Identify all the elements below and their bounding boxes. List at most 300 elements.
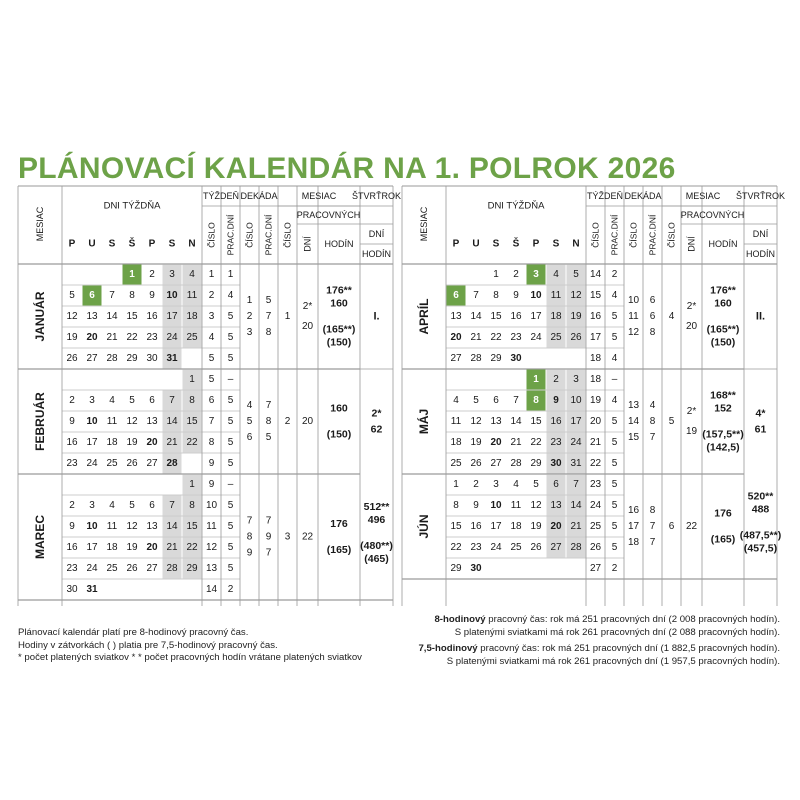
week-workdays: 5 (227, 437, 234, 448)
day-number: 12 (570, 290, 582, 301)
day-number: 24 (530, 332, 542, 343)
header-day-letter: S (108, 238, 116, 250)
day-number: 10 (570, 395, 582, 406)
notes-left (18, 627, 362, 665)
week-number: 16 (589, 311, 602, 322)
month-number: 4 (668, 311, 675, 322)
day-number: 23 (550, 437, 562, 448)
dekada-workdays: 4 (649, 400, 656, 411)
day-number: 30 (510, 353, 522, 364)
dekada-workdays: 9 (265, 531, 272, 543)
header-day-letter: U (88, 238, 96, 250)
quarter-workdays: 62 (370, 423, 383, 436)
week-number: 27 (589, 563, 602, 574)
week-number: 13 (205, 563, 218, 574)
header-dni-tyzdna: DNI TÝŽDŇA (487, 200, 545, 212)
day-number: 28 (470, 353, 482, 364)
day-number: 17 (570, 416, 582, 427)
dekada-workdays: 7 (265, 400, 272, 411)
day-number: 25 (550, 332, 562, 343)
day-number: 15 (450, 521, 462, 532)
day-number: 14 (570, 500, 582, 511)
dekada-workdays: 7 (649, 537, 656, 548)
dekada-workdays: 5 (265, 432, 272, 443)
header-mesiac: MESIAC (419, 206, 429, 242)
week-workdays: 5 (227, 332, 234, 343)
day-number: 11 (106, 521, 118, 532)
week-workdays: 2 (611, 563, 618, 574)
note-line: S platenými sviatkami má rok 261 pracovných dní (1 957,5 pracovných hodín). (446, 655, 780, 667)
header-day-letter: S (492, 238, 500, 250)
quarter-hours: (457,5) (743, 542, 778, 555)
header-dni: DNÍ (302, 236, 313, 252)
day-number: 4 (553, 269, 559, 280)
day-number: 3 (169, 269, 175, 280)
week-number: 22 (589, 458, 602, 469)
month-hours: 160 (330, 297, 348, 310)
week-workdays: – (227, 374, 234, 385)
day-number: 10 (490, 500, 502, 511)
month-hours: 176 (714, 507, 732, 520)
dekada-number: 5 (246, 416, 253, 427)
week-workdays: 5 (227, 416, 234, 427)
week-number: 3 (208, 311, 215, 322)
week-workdays: 5 (227, 521, 234, 532)
day-number: 21 (570, 521, 582, 532)
day-number: 7 (473, 290, 479, 301)
header-mesiac: MESIAC (35, 206, 45, 242)
day-number: 29 (186, 563, 198, 574)
calendar-panel-q1 (18, 186, 402, 606)
day-number: 15 (530, 416, 542, 427)
dekada-number: 9 (246, 547, 253, 559)
day-number: 24 (570, 437, 582, 448)
header-pracovnych: PRACOVNÝCH (296, 210, 361, 220)
day-number: 11 (510, 500, 522, 511)
dekada-number: 8 (246, 531, 253, 543)
day-number: 21 (166, 542, 178, 553)
day-number: 22 (186, 542, 198, 553)
week-workdays: 5 (227, 500, 234, 511)
day-number: 17 (490, 521, 502, 532)
day-number: 17 (530, 311, 542, 322)
day-number: 29 (530, 458, 542, 469)
week-number: 23 (589, 479, 602, 490)
week-number: 1 (208, 269, 215, 280)
day-number: 31 (166, 353, 178, 364)
dekada-number: 12 (627, 327, 640, 338)
day-number: 16 (470, 521, 482, 532)
header-day-letter: N (188, 238, 196, 250)
dekada-number: 14 (627, 416, 640, 427)
month-hours: 176** (710, 284, 736, 297)
month-holidays: 2* (686, 406, 697, 417)
week-number: 5 (208, 374, 215, 385)
day-number: 29 (450, 563, 462, 574)
day-number: 2 (69, 500, 75, 511)
dekada-number: 16 (627, 505, 640, 516)
day-number: 15 (126, 311, 138, 322)
month-number: 3 (284, 531, 291, 543)
month-holidays: 2* (302, 301, 313, 312)
quarter-hours: 520** (747, 490, 774, 503)
day-number: 28 (570, 542, 582, 553)
header-dekada: DEKÁDA (624, 191, 662, 201)
calendar-table (18, 186, 402, 606)
month-workdays: 19 (685, 426, 698, 437)
day-number: 20 (146, 437, 158, 448)
header-prac-dni: PRAC.DNÍ (263, 214, 274, 256)
day-number: 5 (129, 395, 135, 406)
day-number: 6 (89, 290, 95, 301)
dekada-number: 4 (246, 400, 253, 411)
dekada-workdays: 6 (649, 311, 656, 322)
month-hours: (150) (326, 336, 352, 349)
week-workdays: 5 (227, 353, 234, 364)
day-number: 1 (189, 479, 195, 490)
quarter-hours: (480**) (360, 540, 393, 552)
dekada-number: 15 (627, 432, 640, 443)
month-workdays: 20 (685, 321, 698, 332)
week-number: 21 (589, 437, 602, 448)
week-workdays: 5 (227, 395, 234, 406)
day-number: 9 (69, 521, 75, 532)
week-number: 26 (589, 542, 602, 553)
month-hours: 176** (326, 284, 352, 297)
day-number: 26 (470, 458, 482, 469)
dekada-workdays: 7 (649, 432, 656, 443)
day-number: 4 (109, 395, 115, 406)
header-cislo: ČÍSLO (666, 222, 677, 248)
day-number: 4 (189, 269, 195, 280)
dekada-workdays: 5 (265, 295, 272, 306)
week-workdays: 4 (611, 290, 618, 301)
day-number: 30 (66, 584, 78, 595)
day-number: 24 (166, 332, 178, 343)
header-day-letter: Š (128, 238, 136, 250)
day-number: 18 (106, 437, 118, 448)
day-number: 8 (189, 395, 195, 406)
day-number: 30 (550, 458, 562, 469)
day-number: 26 (530, 542, 542, 553)
day-number: 9 (513, 290, 519, 301)
header-hodin: HODÍN (746, 249, 775, 259)
day-number: 20 (450, 332, 462, 343)
day-number: 25 (510, 542, 522, 553)
day-number: 2 (553, 374, 559, 385)
header-cislo: ČÍSLO (282, 222, 293, 248)
dekada-workdays: 7 (265, 515, 272, 527)
week-workdays: 5 (611, 542, 618, 553)
month-name: APRÍL (417, 298, 431, 335)
day-number: 28 (166, 458, 178, 469)
day-number: 3 (533, 269, 539, 280)
day-number: 14 (166, 416, 178, 427)
header-day-letter: P (452, 238, 460, 250)
day-number: 10 (166, 290, 178, 301)
day-number: 6 (553, 479, 559, 490)
day-number: 19 (570, 311, 582, 322)
month-hours: (165**) (706, 323, 740, 336)
week-workdays: 5 (611, 458, 618, 469)
week-workdays: 5 (227, 311, 234, 322)
quarter-workdays: 61 (754, 423, 767, 436)
month-hours: 160 (714, 297, 732, 310)
day-number: 7 (513, 395, 519, 406)
month-hours: 152 (714, 402, 732, 415)
week-workdays: 5 (611, 311, 618, 322)
day-number: 14 (106, 311, 118, 322)
day-number: 23 (146, 332, 158, 343)
week-number: 5 (208, 353, 215, 364)
dekada-workdays: 8 (265, 416, 272, 427)
dekada-number: 10 (627, 295, 640, 306)
dekada-workdays: 8 (649, 416, 656, 427)
quarter-holidays: 4* (755, 407, 766, 420)
week-number: 2 (208, 290, 215, 301)
header-prac-dni: PRAC.DNÍ (225, 214, 236, 256)
day-number: 15 (490, 311, 502, 322)
day-number: 21 (106, 332, 118, 343)
header-dni: DNÍ (368, 229, 385, 239)
day-number: 22 (186, 437, 198, 448)
week-number: 11 (206, 521, 217, 532)
day-number: 28 (166, 563, 178, 574)
note-line: 8-hodinový pracovný čas: rok má 251 pracovných dní (2 008 pracovných hodín). (434, 614, 780, 625)
week-number: 17 (589, 332, 602, 343)
month-number: 2 (284, 416, 291, 427)
note-line: Plánovací kalendár platí pre 8-hodinový pracovný čas. (18, 627, 249, 638)
header-day-letter: P (148, 238, 156, 250)
quarter-hours: 496 (367, 514, 386, 526)
month-name: JÚN (417, 514, 431, 539)
dekada-number: 1 (246, 295, 253, 306)
week-workdays: 5 (611, 332, 618, 343)
day-number: 8 (493, 290, 499, 301)
day-number: 23 (66, 458, 78, 469)
day-number: 9 (69, 416, 75, 427)
header-hodin: HODÍN (708, 239, 738, 249)
header-mesiac-col: MESIAC (301, 191, 337, 201)
day-number: 27 (490, 458, 502, 469)
day-number: 2 (473, 479, 479, 490)
week-workdays: 5 (611, 521, 618, 532)
day-number: 14 (470, 311, 482, 322)
day-number: 6 (453, 290, 459, 301)
day-number: 25 (106, 563, 118, 574)
day-number: 28 (510, 458, 522, 469)
day-number: 11 (450, 416, 462, 427)
header-pracovnych: PRACOVNÝCH (680, 210, 745, 220)
dekada-number: 13 (627, 400, 640, 411)
month-workdays: 20 (301, 321, 314, 332)
header-tyzden: TÝŽDEŇ (203, 191, 239, 201)
day-number: 22 (126, 332, 138, 343)
day-number: 10 (86, 416, 98, 427)
month-number: 1 (284, 311, 291, 322)
week-number: 8 (208, 437, 215, 448)
day-number: 18 (550, 311, 562, 322)
day-number: 26 (126, 563, 138, 574)
day-number: 22 (450, 542, 462, 553)
day-number: 18 (510, 521, 522, 532)
day-number: 26 (66, 353, 78, 364)
week-number: 19 (589, 395, 602, 406)
day-number: 8 (129, 290, 135, 301)
month-holidays: 2* (686, 301, 697, 312)
day-number: 5 (573, 269, 579, 280)
day-number: 22 (530, 437, 542, 448)
day-number: 22 (490, 332, 502, 343)
note-line: Hodiny v zátvorkách ( ) platia pre 7,5-hodinový pracovný čas. (18, 639, 278, 651)
day-number: 12 (530, 500, 542, 511)
week-workdays: 5 (611, 500, 618, 511)
day-number: 27 (450, 353, 462, 364)
dekada-number: 6 (246, 432, 253, 443)
day-number: 4 (453, 395, 459, 406)
day-number: 13 (146, 521, 158, 532)
day-number: 13 (450, 311, 462, 322)
dekada-number: 2 (246, 311, 253, 322)
month-hours: (150) (710, 336, 736, 349)
day-number: 21 (510, 437, 522, 448)
day-number: 13 (550, 500, 562, 511)
month-name: MAREC (33, 515, 47, 559)
quarter-hours: (465) (364, 553, 389, 565)
month-hours: (150) (326, 428, 352, 441)
header-mesiac-col: MESIAC (685, 191, 721, 201)
day-number: 27 (146, 458, 158, 469)
day-number: 2 (69, 395, 75, 406)
note-line: S platenými sviatkami má rok 261 pracovných dní (2 088 pracovných hodín). (454, 626, 780, 638)
header-day-letter: S (168, 238, 176, 250)
week-number: 10 (205, 500, 218, 511)
day-number: 7 (169, 395, 175, 406)
day-number: 1 (129, 269, 135, 280)
day-number: 24 (490, 542, 502, 553)
day-number: 31 (86, 584, 98, 595)
day-number: 4 (109, 500, 115, 511)
day-number: 14 (510, 416, 522, 427)
day-number: 8 (189, 500, 195, 511)
week-workdays: 5 (611, 437, 618, 448)
week-workdays: 5 (227, 563, 234, 574)
day-number: 13 (490, 416, 502, 427)
month-hours: 176 (330, 518, 348, 530)
header-day-letter: P (68, 238, 76, 250)
day-number: 11 (550, 290, 562, 301)
week-number: 14 (205, 584, 218, 595)
day-number: 3 (493, 479, 499, 490)
week-workdays: – (227, 479, 234, 490)
week-workdays: 5 (611, 416, 618, 427)
month-hours: 160 (330, 402, 348, 415)
day-number: 19 (470, 437, 482, 448)
day-number: 11 (106, 416, 118, 427)
day-number: 1 (533, 374, 539, 385)
day-number: 16 (550, 416, 562, 427)
day-number: 26 (126, 458, 138, 469)
week-number: 12 (205, 542, 218, 553)
day-number: 20 (146, 542, 158, 553)
day-number: 10 (86, 521, 98, 532)
day-number: 18 (106, 542, 118, 553)
dekada-number: 7 (246, 515, 253, 527)
header-day-letter: P (532, 238, 540, 250)
day-number: 16 (66, 437, 78, 448)
day-number: 16 (146, 311, 158, 322)
day-number: 12 (470, 416, 482, 427)
quarter-hours: 488 (751, 503, 770, 516)
month-name: JANUÁR (33, 291, 47, 342)
header-hodin: HODÍN (362, 249, 391, 259)
day-number: 24 (86, 563, 98, 574)
day-number: 7 (169, 500, 175, 511)
notes-right (418, 614, 780, 668)
month-hours: (165**) (322, 323, 356, 336)
dekada-number: 17 (627, 521, 640, 532)
day-number: 23 (66, 563, 78, 574)
week-number: 4 (208, 332, 215, 343)
dekada-number: 11 (628, 311, 639, 322)
day-number: 26 (570, 332, 582, 343)
week-number: 15 (589, 290, 602, 301)
header-dekada: DEKÁDA (240, 191, 278, 201)
header-cislo: ČÍSLO (206, 222, 217, 248)
calendar-table (402, 186, 786, 606)
day-number: 21 (470, 332, 482, 343)
day-number: 31 (570, 458, 582, 469)
week-workdays: 1 (227, 269, 234, 280)
day-number: 9 (149, 290, 155, 301)
week-workdays: 4 (611, 353, 618, 364)
header-prac-dni: PRAC.DNÍ (609, 214, 620, 256)
day-number: 19 (126, 437, 138, 448)
header-day-letter: U (472, 238, 480, 250)
note-line: * počet platených sviatkov * * počet pracovných hodín vrátane platených sviatkov (18, 652, 362, 664)
week-workdays: 4 (227, 290, 234, 301)
day-number: 18 (186, 311, 198, 322)
week-workdays: 4 (611, 395, 618, 406)
day-number: 25 (106, 458, 118, 469)
day-number: 30 (470, 563, 482, 574)
month-workdays: 20 (301, 416, 314, 427)
day-number: 14 (166, 521, 178, 532)
day-number: 6 (493, 395, 499, 406)
day-number: 2 (149, 269, 155, 280)
day-number: 18 (450, 437, 462, 448)
day-number: 21 (166, 437, 178, 448)
day-number: 29 (490, 353, 502, 364)
header-dni-tyzdna: DNI TÝŽDŇA (103, 200, 161, 212)
month-hours: (165) (710, 533, 736, 546)
week-number: 9 (208, 458, 215, 469)
day-number: 3 (573, 374, 579, 385)
calendar-panel-q2 (402, 186, 786, 606)
day-number: 12 (126, 521, 138, 532)
day-number: 2 (513, 269, 519, 280)
day-number: 19 (66, 332, 78, 343)
day-number: 1 (493, 269, 499, 280)
month-name: FEBRUÁR (33, 392, 47, 451)
day-number: 25 (186, 332, 198, 343)
day-number: 30 (146, 353, 158, 364)
dekada-number: 18 (627, 537, 640, 548)
header-hodin: HODÍN (324, 239, 354, 249)
header-dni: DNÍ (752, 229, 769, 239)
month-hours: (165) (326, 544, 352, 556)
day-number: 9 (473, 500, 479, 511)
